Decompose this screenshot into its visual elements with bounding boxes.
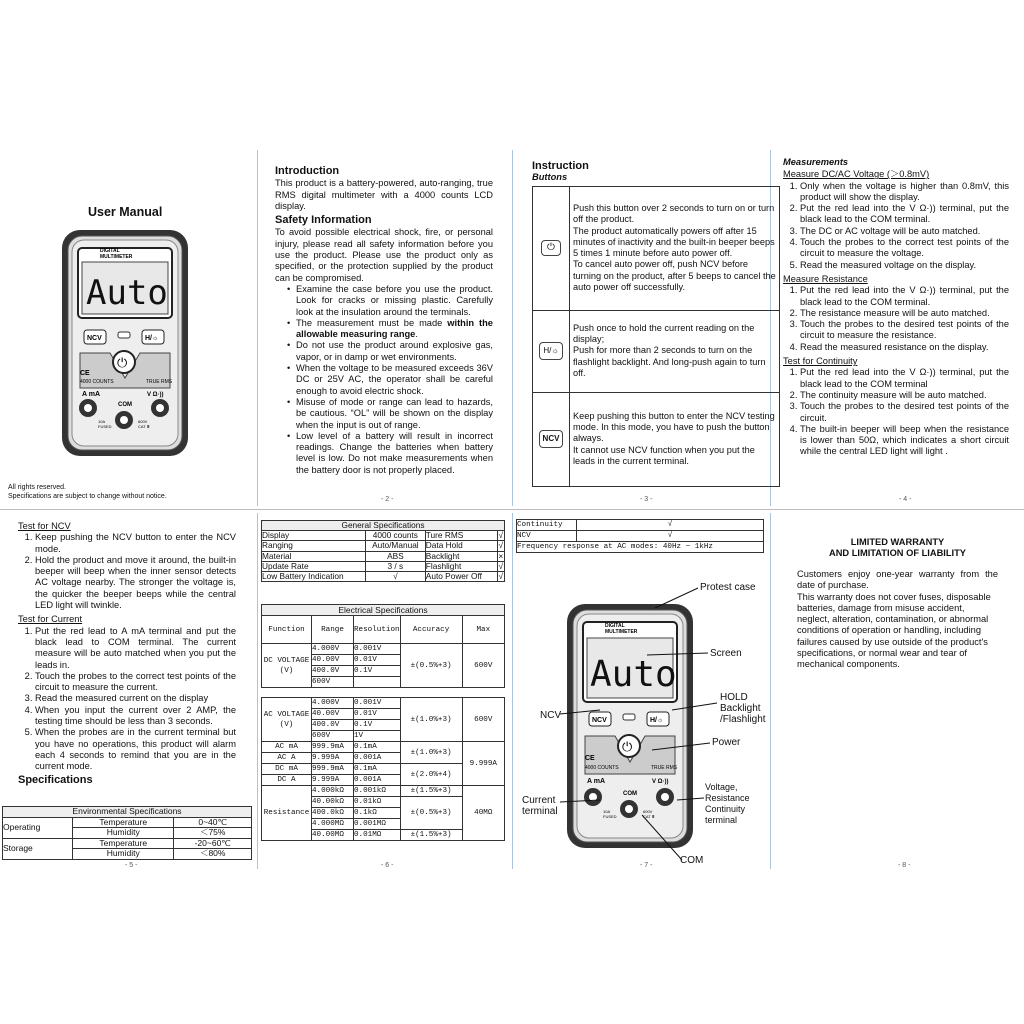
page-3 (532, 161, 780, 487)
svg-text:TRUE RMS: TRUE RMS (651, 765, 678, 771)
page-number: - 3 - (640, 496, 653, 503)
table-cell: Material (262, 551, 366, 561)
svg-text:FUSED: FUSED (603, 814, 617, 819)
intro-text: This product is a battery-powered, auto-ranging, true RMS digital multimeter with a 4000 counts LCD display. (275, 178, 493, 211)
ncv-description: Keep pushing this button to enter the NCV testing mode. In this mode, you have to push the button always. It cannot use NCV function when you put the leads in the current terminal. (570, 392, 780, 486)
buttons-table (532, 186, 780, 487)
list-item: 2. Touch the probes to the correct test points of the circuit to measure the current. (35, 671, 236, 694)
svg-text:⏻: ⏻ (622, 740, 633, 755)
safety-bullet: • Low level of a battery will result in incorrect readings. Change the batteries when battery level is low. Do not make measurements when the battery door is not properly placed. (296, 431, 493, 476)
list-item: 4. Touch the probes to the correct test points of the circuit to measure the voltage. (800, 237, 1009, 260)
table-cell: Low Battery Indication (262, 572, 366, 582)
divider (257, 513, 258, 869)
svg-text:CAT Ⅲ: CAT Ⅲ (643, 814, 655, 819)
svg-text:10A: 10A (603, 809, 611, 814)
svg-text:FUSED: FUSED (98, 424, 112, 429)
page-1 (0, 150, 250, 506)
list-item: 3. The DC or AC voltage will be auto matched. (800, 226, 1009, 237)
svg-text:10A: 10A (98, 419, 106, 424)
copyright-note: All rights reserved. Specifications are subject to change without notice. (8, 484, 167, 500)
frequency-response: Frequency response at AC modes: 40Hz ~ 1kHz (517, 542, 764, 553)
label-voltage-terminal: Voltage, Resistance Continuity terminal (705, 782, 750, 825)
svg-text:4000 COUNTS: 4000 COUNTS (80, 379, 114, 385)
current-test-subheading: Test for Current (18, 614, 83, 625)
warranty-exclusions: This warranty does not cover fuses, disposable batteries, damage from misuse accident, neglect, alteration, contamination, or abnormal conditions of operation or handling, including failures caused by use outside of the product's specifications, or normal wear and tear of mechanical components. (797, 591, 991, 670)
power-description: Push this button over 2 seconds to turn on or turn off the product. The product automatically powers off after 15 minutes of inactivity and the built-in beeper beeps 5 times 1 minute before auto power off. To cancel auto power off, push NCV before turning on the product, after 5 beeps to cancel the auto power off successfully. (570, 186, 780, 310)
measurements-heading: Measurements (783, 157, 849, 167)
specifications-heading: Specifications (18, 773, 93, 786)
table-row (262, 561, 505, 571)
divider (257, 150, 258, 506)
svg-text:4000 COUNTS: 4000 COUNTS (585, 765, 619, 771)
list-item: 2. The resistance measure will be auto matched. (800, 308, 1009, 319)
svg-text:CE: CE (585, 755, 595, 762)
page-2 (275, 164, 493, 476)
hold-button: H/☼ (145, 335, 159, 342)
page-number: - 6 - (381, 862, 394, 869)
buttons-subheading: Buttons (532, 172, 568, 183)
svg-text:600V: 600V (643, 809, 653, 814)
resistance-subheading: Measure Resistance (783, 273, 868, 284)
table-cell: √ (498, 560, 504, 571)
svg-text:COM: COM (623, 791, 637, 797)
general-spec-table: General Specifications Display 4000 counts Ture RMS √ Ranging Auto/Manual Data Hold √ Material ABS Backlight × Update Rate 3 / s Flashlight √ Low Battery Indication √ Auto Power Off √ (262, 520, 504, 582)
lcd-reading: Auto (86, 273, 168, 313)
list-item: 1. Keep pushing the NCV button to enter the NCV mode. (35, 532, 236, 555)
table-row (262, 531, 505, 541)
table-cell: √ (498, 571, 504, 582)
power-icon: ⏻ (541, 240, 561, 255)
table-row (262, 572, 505, 582)
instruction-heading: Instruction (532, 160, 589, 172)
safety-bullet: • When the voltage to be measured exceeds 36V DC or 25V AC, the operator shall be careful enough to avoid electric shock. (296, 363, 493, 397)
table-cell: 4000 counts (365, 531, 425, 541)
list-item: 3. Touch the probes to the desired test points of the circuit to measure the resistance. (800, 319, 1009, 342)
table-cell: Auto Power Off (425, 572, 497, 582)
divider (512, 150, 513, 506)
safety-bullet: • Misuse of mode or range can lead to hazards, be cautious. “OL” will be shown on the display when the input is out of range. (296, 397, 493, 431)
svg-text:A mA: A mA (587, 778, 606, 785)
continuity-subheading: Test for Continuity (783, 356, 858, 367)
ncv-button: NCV (87, 335, 102, 342)
table-cell: Auto/Manual (365, 541, 425, 551)
page-4 (783, 157, 1009, 458)
warranty-text: Customers enjoy one-year warranty from the date of purchase. (797, 569, 998, 591)
divider (770, 513, 771, 869)
intro-heading: Introduction (275, 165, 340, 177)
safety-heading: Safety Information (275, 214, 372, 227)
list-item: 2. The continuity measure will be auto matched. (800, 390, 1009, 401)
table-cell: Display (262, 531, 366, 541)
list-item: 4. When you input the current over 2 AMP, the testing time should be less than 3 seconds. (35, 705, 236, 728)
divider (0, 509, 1024, 510)
list-item: 1. Put the red lead to A mA terminal and put the black lead to COM terminal. The current measure will be auto matched when you put the leads in. (35, 626, 236, 671)
list-item: 5. When the probes are in the current terminal but you have no operations, this product will alarm each 4 seconds to remind that you are in the current mode. (35, 727, 236, 772)
ncv-icon: NCV (539, 430, 564, 447)
list-item: 1. Put the red lead into the V Ω·)) terminal, put the black lead to the COM terminal. (800, 285, 1009, 308)
list-item: 4. Read the measured resistance on the display. (800, 342, 1009, 353)
svg-text:V Ω·)): V Ω·)) (652, 779, 669, 785)
table-cell: Ranging (262, 541, 366, 551)
svg-text:Auto: Auto (590, 654, 677, 695)
hold-icon: H/☼ (539, 342, 562, 359)
label-com: COM (680, 855, 704, 866)
safety-bullet: • The measurement must be made within the allowable measuring range. (296, 318, 493, 341)
label-screen: Screen (710, 648, 742, 659)
list-item: 3. Read the measured current on the display (35, 693, 236, 704)
table-cell: Update Rate (262, 561, 366, 571)
safety-text: To avoid possible electrical shock, fire, or personal injury, please read all safety information before you use the product. Please use the product only as specified, or the protection supplied by the product can be compromised. (275, 227, 493, 283)
svg-text:TRUE RMS: TRUE RMS (146, 379, 173, 385)
page-5 (18, 521, 236, 786)
label-power: Power (712, 737, 741, 748)
safety-bullet: • Do not use the product around explosive gas, vapor, or in damp or wet environments. (296, 340, 493, 363)
page-number: - 4 - (899, 496, 912, 503)
svg-text:MULTIMETER: MULTIMETER (605, 629, 638, 635)
table-cell: Flashlight (425, 561, 497, 571)
table-cell: 3 / s (365, 561, 425, 571)
power-icon: ⏻ (117, 356, 128, 371)
list-item: 4. The built-in beeper will beep when the resistance is lower than 50Ω, which indicates a short circuit while the central LED light will light . (800, 424, 1009, 458)
manual-title: User Manual (88, 205, 163, 219)
ncv-test-subheading: Test for NCV (18, 521, 71, 531)
multimeter-illustration (60, 228, 190, 458)
table-cell: √ (498, 540, 504, 551)
table-cell: Ture RMS (425, 531, 497, 541)
electrical-spec-table: Electrical Specifications Function Range Resolution Accuracy Max DC VOLTAGE (V) 4.000V 0.001V ±(0.5%+3) 600V 40.00V 0.01V 400.0V 0.1V 600V AC VOLTAGE (V) 4.000V 0.001V ±(1.0%+3) 600V 40.00V 0.01V 400.0V 0.1V 600V 1V AC mA 999.9mA 0.1mA ±(1.0%+3) 9.999A AC A 9.999A 0.001A DC mA 999.9mA 0.1mA ±(2.0%+4) DC A 9.999A 0.001A Resistance 4.000kΩ 0.001kΩ ±(1.5%+3) 40MΩ 40.00kΩ 0.01kΩ ±(0.5%+3) 400.0kΩ 0.1kΩ 4.000MΩ 0.001MΩ 40.00MΩ 0.01MΩ ±(1.5%+3) (261, 604, 505, 841)
svg-text:H/☼: H/☼ (650, 717, 664, 724)
page-8 (797, 537, 998, 671)
svg-text:V Ω·)): V Ω·)) (147, 392, 164, 398)
label-protest-case: Protest case (700, 582, 756, 593)
voltage-subheading: Measure DC/AC Voltage (＞0.8mV) (783, 169, 930, 180)
list-item: 1. Only when the voltage is higher than 0.8mV, this product will show the display. (800, 181, 1009, 204)
table-cell: √ (365, 572, 425, 582)
continuity-ncv-table: Continuity √ NCV √ Frequency response at AC modes: 40Hz ~ 1kHz (516, 519, 764, 553)
page-number: - 7 - (640, 862, 653, 869)
page-number: - 2 - (381, 496, 394, 503)
svg-text:DIGITAL: DIGITAL (605, 623, 625, 629)
svg-text:600V: 600V (138, 419, 148, 424)
page-number: - 8 - (898, 862, 911, 869)
table-row (262, 541, 505, 551)
svg-text:COM: COM (118, 402, 132, 408)
warranty-heading: LIMITED WARRANTY AND LIMITATION OF LIABILITY (828, 537, 967, 558)
table-cell: × (498, 550, 504, 561)
list-item: 3. Touch the probes to the desired test points of the circuit. (800, 401, 1009, 424)
svg-text:A mA: A mA (82, 391, 101, 398)
list-item: 5. Read the measured voltage on the display. (800, 260, 1009, 271)
safety-bullet: • Examine the case before you use the product. Look for cracks or missing plastic. Carefully look at the insulation around the terminals. (296, 284, 493, 318)
environmental-spec-table: Environmental Specifications Operating Temperature 0~40℃ Humidity ＜75% Storage Temperature -20~60℃ Humidity ＜80% (2, 806, 252, 860)
table-row (262, 551, 505, 561)
table-cell: ABS (365, 551, 425, 561)
svg-text:MULTIMETER: MULTIMETER (100, 254, 133, 260)
list-item: 2. Hold the product and move it around, the built-in beeper will beep when the inner sensor detects AC voltage nearby. The stronger the voltage is, the quicker the beeper beeps while the central LED light will twinkle. (35, 555, 236, 611)
svg-text:CAT Ⅲ: CAT Ⅲ (138, 424, 150, 429)
brand-text: DIGITAL (100, 248, 120, 254)
table-cell: Data Hold (425, 541, 497, 551)
table-cell: Backlight (425, 551, 497, 561)
label-ncv: NCV (540, 710, 562, 721)
label-current-terminal: Current terminal (522, 795, 558, 817)
list-item: 1. Put the red lead into the V Ω·)) terminal, put the black lead to the COM terminal (800, 367, 1009, 390)
svg-text:CE: CE (80, 370, 90, 377)
page-number: - 5 - (125, 862, 138, 869)
svg-text:NCV: NCV (592, 717, 607, 724)
table-cell: √ (498, 530, 504, 541)
hold-description: Push once to hold the current reading on the display; Push for more than 2 seconds to turn on the flashlight backlight. And long-push again to turn off. (570, 310, 780, 392)
list-item: 2. Put the red lead into the V Ω·)) terminal, put the black lead to the COM terminal. (800, 203, 1009, 226)
label-hold: HOLD Backlight /Flashlight (720, 692, 766, 725)
